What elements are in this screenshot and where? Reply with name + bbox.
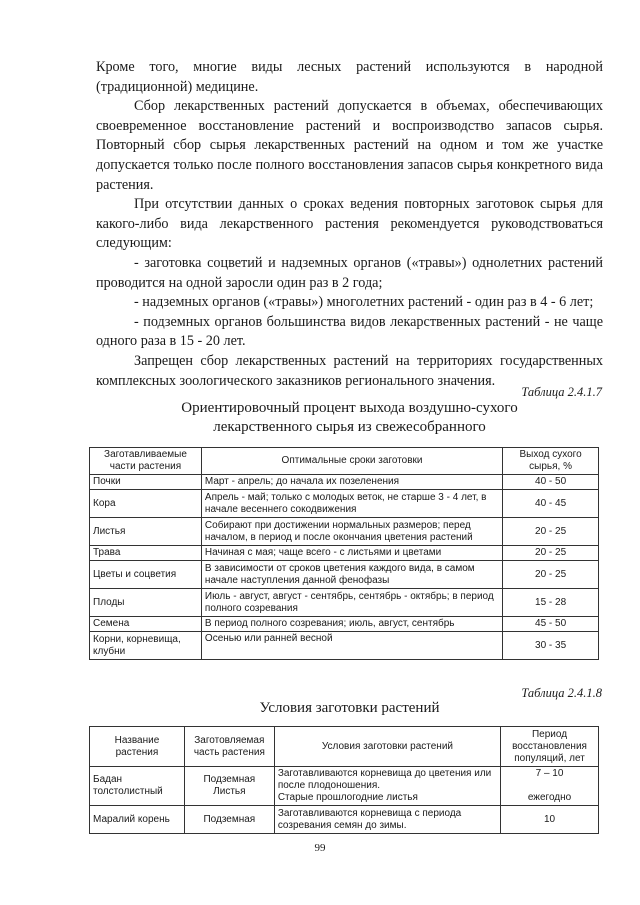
table2-header-conditions: Условия заготовки растений — [274, 727, 500, 767]
cell-period-line: ежегодно — [527, 792, 572, 803]
table-row — [90, 561, 599, 589]
cell-timing: Март - апрель; до начала их позеленения — [201, 475, 502, 490]
paragraph: Сбор лекарственных растений допускается в объемах, обеспечивающих своевременное восстановление растений и воспроизводство запасов сырья. Повторный сбор сырья лекарственных растений на одном и том же участке допускается только после полного восстановления запасов сырья конкретного вида растения. — [96, 98, 603, 193]
table-row — [90, 617, 599, 632]
table-row — [90, 589, 599, 617]
list-item: - заготовка соцветий и надземных органов («травы») однолетних растений проводится на одной заросли один раз в 2 года; — [96, 254, 603, 291]
cell-name: Маралий корень — [90, 806, 185, 834]
cell-yield: 30 - 35 — [503, 632, 599, 660]
cell-part: Кора — [90, 490, 202, 518]
table-row — [90, 546, 599, 561]
table-row — [90, 632, 599, 660]
table2-header-period: Период восстановления популяций, лет — [501, 727, 599, 767]
cell-conditions-line: Старые прошлогодние листья — [277, 792, 418, 803]
cell-part: Цветы и соцветия — [90, 561, 202, 589]
cell-part: Плоды — [90, 589, 202, 617]
cell-timing: Осенью или ранней весной — [201, 632, 502, 660]
cell-timing: Апрель - май; только с молодых веток, не старше 3 - 4 лет, в начале весеннего сокодвижения — [201, 490, 502, 518]
table2-header-part: Заготовляемая часть растения — [184, 727, 274, 767]
table1-header-part: Заготавливаемые части растения — [90, 448, 202, 475]
cell-yield: 45 - 50 — [503, 617, 599, 632]
cell-part: Почки — [90, 475, 202, 490]
cell-conditions — [274, 767, 500, 806]
list-item: - подземных органов большинства видов лекарственных растений - не чаще одного раза в 15 - 20 лет. — [96, 313, 603, 350]
cell-timing: Июль - август, август - сентябрь, сентябрь - октябрь; в период полного созревания — [201, 589, 502, 617]
paragraph: Кроме того, многие виды лесных растений используются в народной (традиционной) медицине. — [96, 59, 603, 95]
cell-part: Подземная — [184, 806, 274, 834]
table2-header-name: Название растения — [90, 727, 185, 767]
table2-label: Таблица 2.4.1.8 — [521, 686, 602, 700]
cell-part — [184, 767, 274, 806]
table1-label: Таблица 2.4.1.7 — [521, 385, 602, 399]
page-number: 99 — [314, 842, 326, 854]
cell-yield: 20 - 25 — [503, 561, 599, 589]
table-row — [90, 490, 599, 518]
cell-period-line: 7 – 10 — [535, 768, 564, 779]
table-row — [90, 475, 599, 490]
cell-part-line: Листья — [213, 786, 246, 797]
cell-conditions: Заготавливаются корневища с периода созревания семян до зимы. — [274, 806, 500, 834]
list-item: - надземных органов («травы») многолетних растений - один раз в 4 - 6 лет; — [134, 294, 594, 311]
table-row — [90, 767, 599, 806]
table1-header-timing: Оптимальные сроки заготовки — [201, 448, 502, 475]
cell-yield: 15 - 28 — [503, 589, 599, 617]
table2 — [89, 726, 599, 834]
cell-conditions-line: Заготавливаются корневища до цветения или после плодоношения. — [277, 768, 492, 791]
cell-part: Трава — [90, 546, 202, 561]
cell-timing: Собирают при достижении нормальных размеров; перед началом, в период и после окончания цветения растений — [201, 518, 502, 546]
cell-yield: 20 - 25 — [503, 518, 599, 546]
table-row — [90, 518, 599, 546]
body-text — [96, 58, 603, 391]
cell-part-line: Подземная — [203, 774, 256, 785]
table-header-row — [90, 727, 599, 767]
table-row — [90, 806, 599, 834]
cell-period — [501, 767, 599, 806]
paragraph: Запрещен сбор лекарственных растений на территориях государственных комплексных зоологического заказников регионального значения. — [96, 352, 603, 389]
cell-timing: В период полного созревания; июль, август, сентябрь — [201, 617, 502, 632]
cell-part: Семена — [90, 617, 202, 632]
table-header-row — [90, 448, 599, 475]
cell-yield: 40 - 50 — [503, 475, 599, 490]
table2-title: Условия заготовки растений — [259, 700, 440, 716]
table1-title-line: Ориентировочный процент выхода воздушно-сухого — [181, 400, 518, 416]
cell-timing: В зависимости от сроков цветения каждого вида, в самом начале наступления данной фенофазы — [201, 561, 502, 589]
table1-title — [96, 399, 603, 437]
table1-title-line: лекарственного сырья из свежесобранного — [213, 419, 486, 435]
paragraph: При отсутствии данных о сроках ведения повторных заготовок сырья для какого-либо вида лекарственного растения рекомендуется руководствоваться следующим: — [96, 196, 603, 252]
cell-timing: Начиная с мая; чаще всего - с листьями и цветами — [201, 546, 502, 561]
cell-yield: 20 - 25 — [503, 546, 599, 561]
cell-period: 10 — [501, 806, 599, 834]
cell-part: Корни, корневища, клубни — [90, 632, 202, 660]
cell-yield: 40 - 45 — [503, 490, 599, 518]
cell-name: Бадан толстолистный — [90, 767, 185, 806]
table1-header-yield: Выход сухого сырья, % — [503, 448, 599, 475]
table1 — [89, 447, 599, 660]
cell-part: Листья — [90, 518, 202, 546]
